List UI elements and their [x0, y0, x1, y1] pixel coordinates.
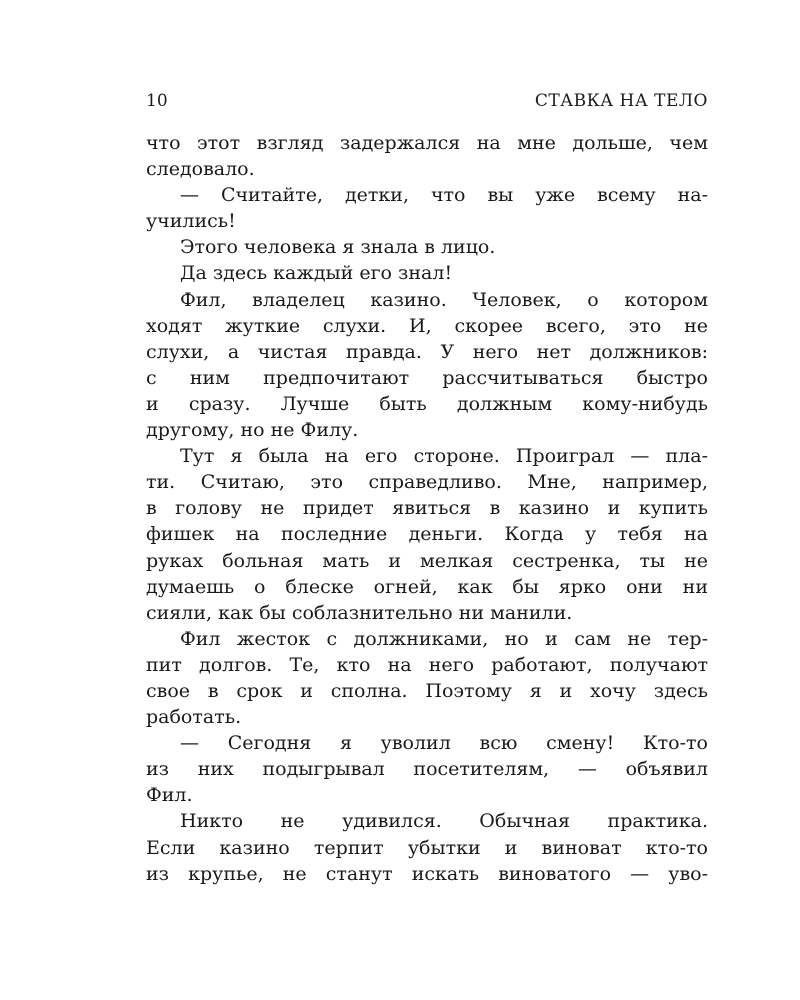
text-line: сияли, как бы соблазнительно ни манили. [146, 601, 573, 624]
page-header [146, 88, 708, 114]
body-text [146, 130, 708, 887]
text-line: другому, но не Филу. [146, 419, 359, 442]
text-line: пит долгов. Те, кто на него работают, получают [146, 653, 708, 676]
page-number: 10 [146, 91, 168, 111]
text-line: Да здесь каждый его знал! [180, 262, 453, 285]
text-line: думаешь о блеске огней, как бы ярко они ни [146, 575, 708, 598]
text-line: из крупье, не станут искать виноватого — уво- [146, 862, 708, 885]
text-line: Фил жесток с должниками, но и сам не тер- [180, 627, 708, 650]
text-line: Фил. [146, 784, 193, 807]
running-title: СТАВКА НА ТЕЛО [534, 91, 708, 111]
text-line: руках больная мать и мелкая сестренка, ты не [146, 549, 708, 572]
text-line: учились! [146, 210, 236, 233]
text-line: с ним предпочитают рассчитываться быстро [146, 366, 708, 389]
text-line: — Сегодня я уволил всю смену! Кто-то [180, 732, 708, 755]
text-line: следовало. [146, 158, 255, 181]
text-line: Никто не удивился. Обычная практика. [180, 810, 708, 833]
text-line: работать. [146, 706, 242, 729]
text-line: Этого человека я знала в лицо. [180, 236, 496, 259]
text-line: что этот взгляд задержался на мне дольше, чем [146, 132, 708, 154]
text-line: Если казино терпит убытки и виноват кто-то [146, 836, 708, 859]
text-line: свое в срок и сполна. Поэтому я и хочу здесь [146, 679, 708, 702]
text-line: ходят жуткие слухи. И, скорее всего, это не [146, 314, 708, 337]
text-line: фишек на последние деньги. Когда у тебя на [146, 523, 708, 546]
text-line: — Считайте, детки, что вы уже всему на- [180, 184, 708, 207]
text-line: и сразу. Лучше быть должным кому-нибудь [146, 392, 708, 415]
text-line: Тут я была на его стороне. Проиграл — пла- [180, 445, 708, 468]
text-line: в голову не придет явиться в казино и купить [146, 497, 708, 520]
text-line: из них подыгрывал посетителям, — объявил [146, 758, 708, 781]
text-line: Фил, владелец казино. Человек, о котором [180, 288, 708, 311]
text-line: слухи, а чистая правда. У него нет должников: [146, 340, 708, 363]
text-line: ти. Считаю, это справедливо. Мне, например, [146, 471, 708, 494]
